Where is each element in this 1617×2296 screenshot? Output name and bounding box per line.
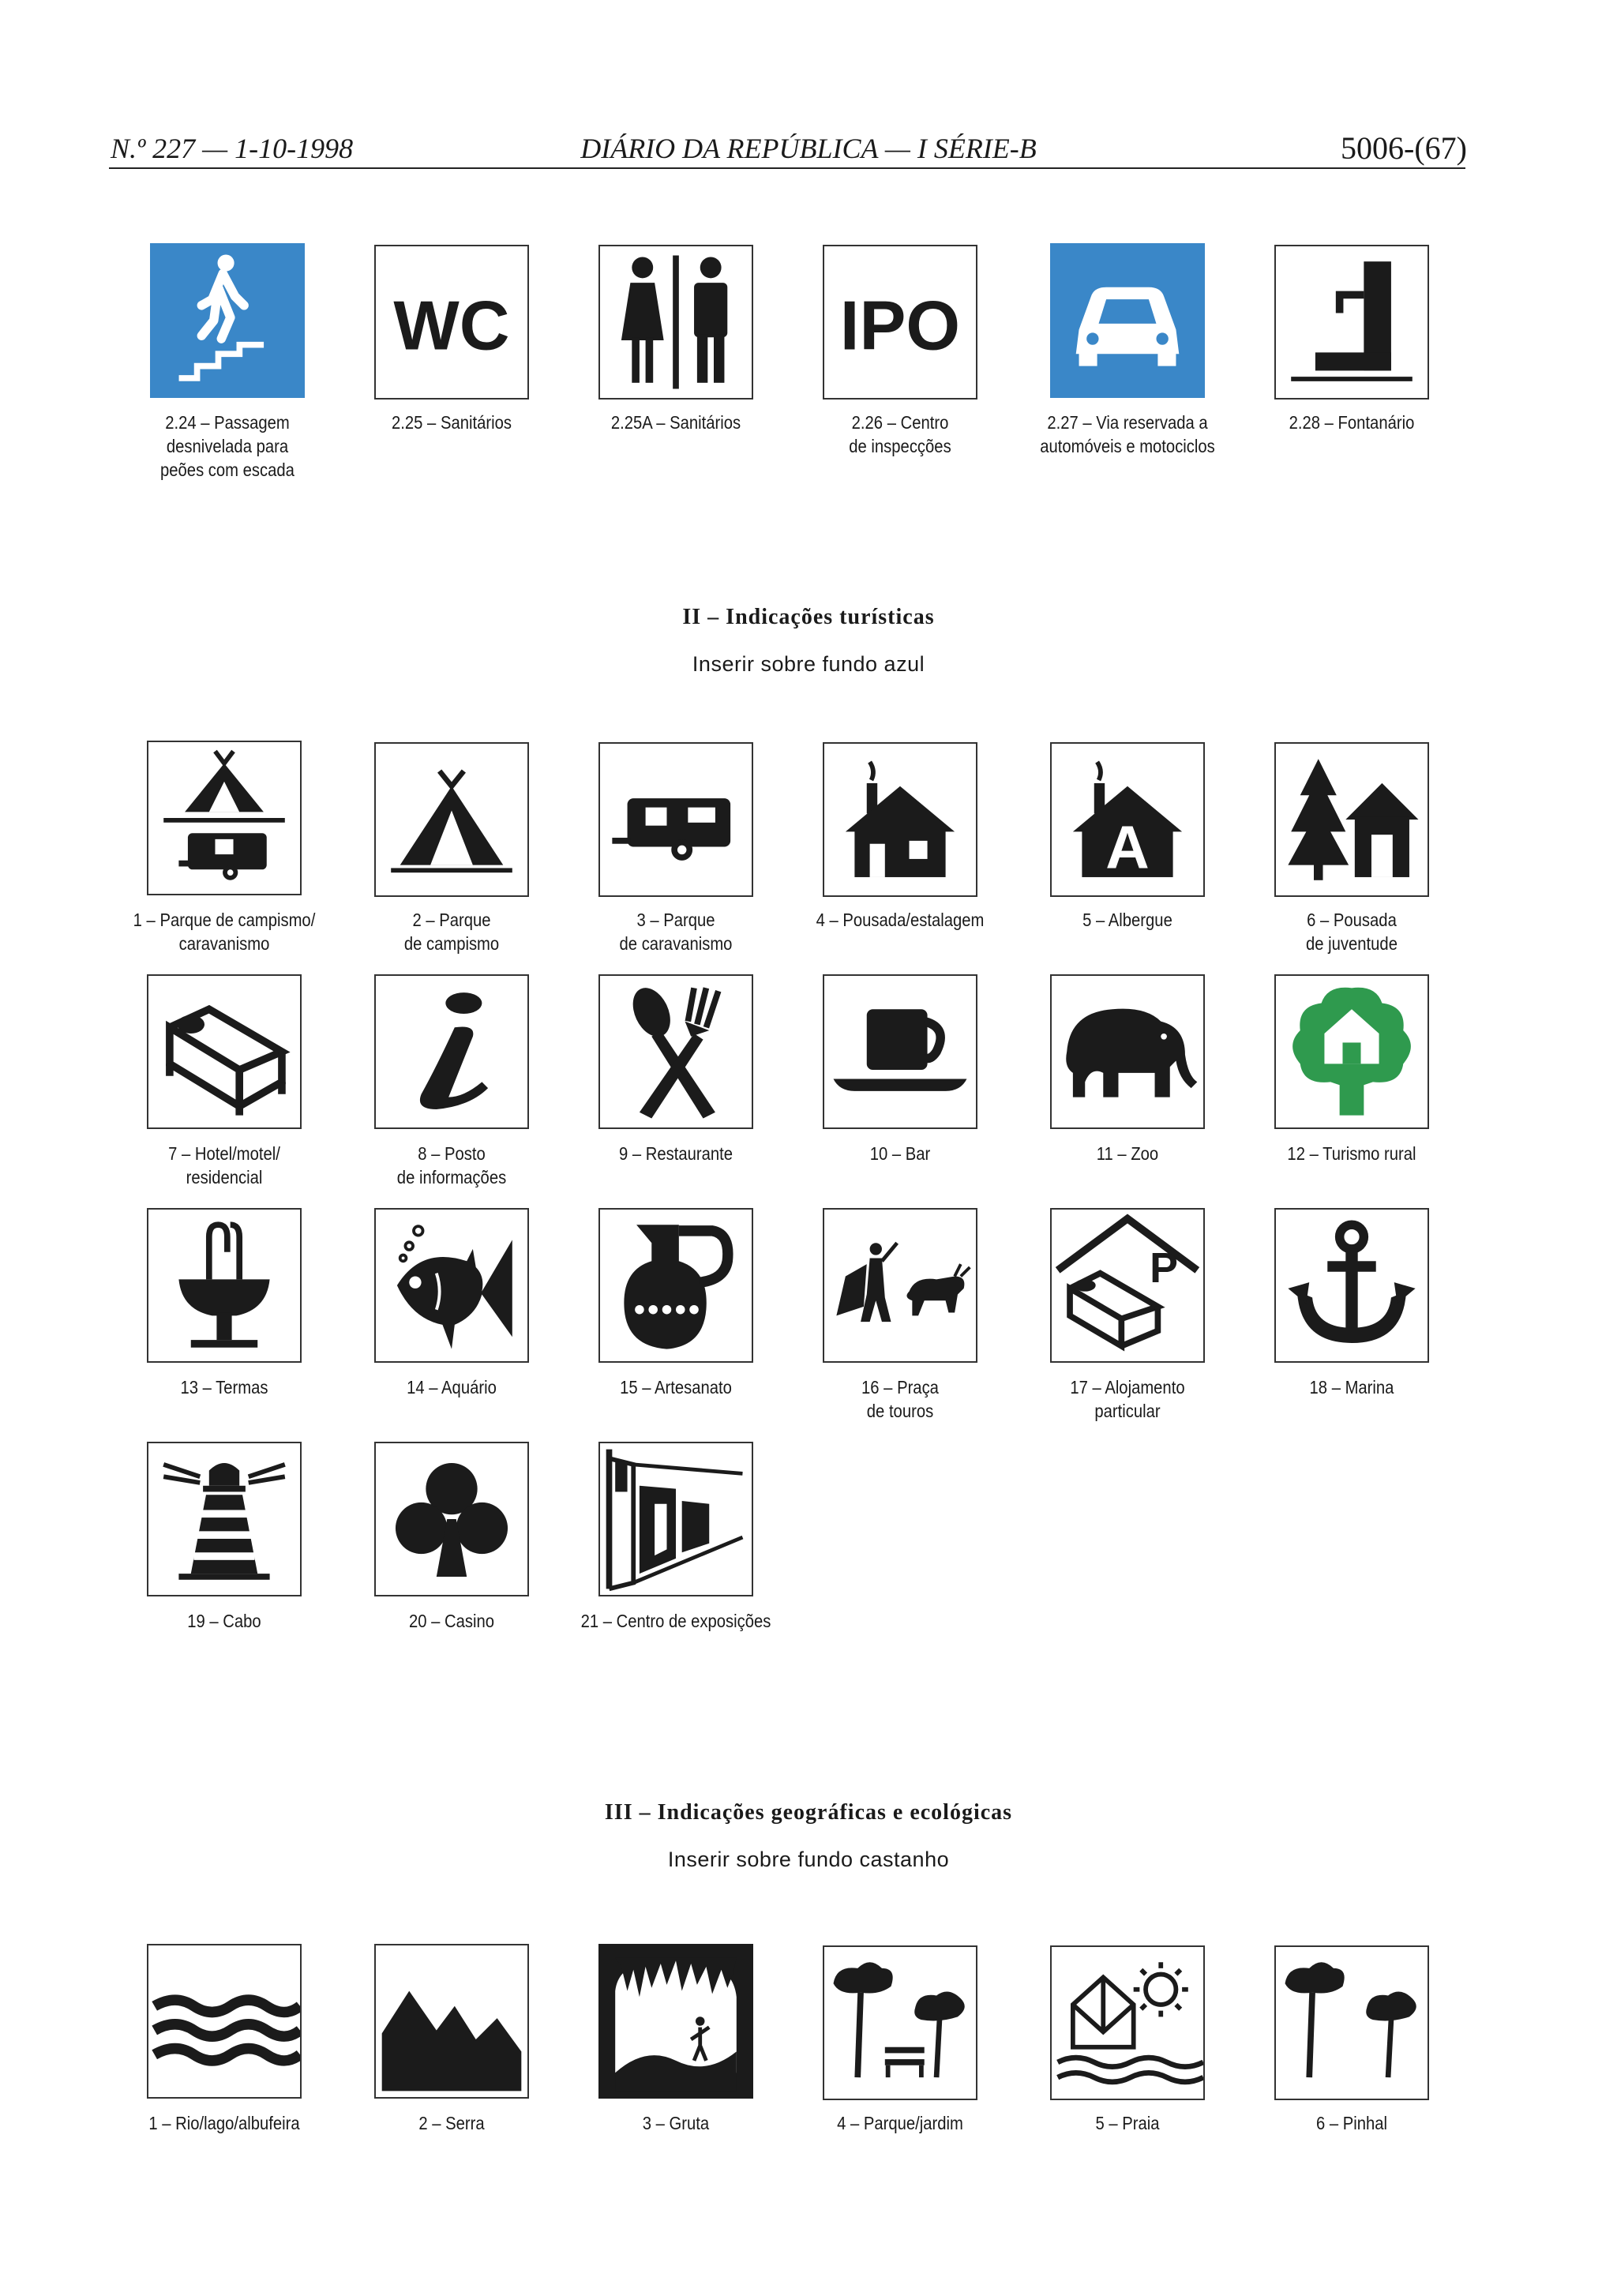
caption-t10: 10 – Bar [869,1143,931,1164]
sign-parque-caravanismo [598,742,753,897]
issue-number: N.º 227 — 1-10-1998 [111,133,354,164]
pine-trees-icon [1276,1947,1428,2099]
sign-albergue [1050,742,1205,897]
sign-centro-exposicoes [598,1442,753,1596]
mountains-icon [376,1945,527,2097]
caption-t16: 16 – Praça de touros [861,1377,939,1421]
pedestrian-stairs-icon [152,245,303,396]
journal-title: DIÁRIO DA REPÚBLICA — I SÉRIE-B [580,133,1037,164]
sign-via-automoveis [1050,243,1205,398]
bullfight-icon [824,1210,976,1361]
ipo-icon [824,246,976,398]
jug-icon [600,1210,752,1361]
caption-t14: 14 – Aquário [407,1377,497,1397]
caption-t17: 17 – Alojamento particular [1070,1377,1185,1421]
caption-g6: 6 – Pinhal [1315,2113,1388,2133]
sign-sanitarios-wc [374,245,529,400]
caption-t20: 20 – Casino [408,1611,495,1631]
sign-parque-campismo [374,742,529,897]
svg-text:P: P [1150,1244,1179,1292]
sign-praia [1050,1945,1205,2100]
sign-parque-jardim [823,1945,977,2100]
green-tree-house-icon [1276,976,1428,1127]
sign-casino [374,1442,529,1596]
fork-spoon-icon [600,976,752,1127]
caption-t11: 11 – Zoo [1096,1143,1159,1164]
hostel-icon [1052,744,1203,895]
lighthouse-icon [148,1443,300,1595]
elephant-icon [1052,976,1203,1127]
sign-pousada-estalagem [823,742,977,897]
cave-icon [600,1945,752,2097]
caption-t5: 5 – Albergue [1082,910,1172,930]
sign-alojamento-particular [1050,1208,1205,1363]
caption-t15: 15 – Artesanato [620,1377,732,1397]
toilets-icon [600,246,752,398]
svg-text:WC: WC [393,286,510,365]
caption-t18: 18 – Marina [1309,1377,1394,1397]
house-chimney-icon [824,744,976,895]
sign-serra [374,1944,529,2099]
information-icon [376,976,527,1127]
sign-gruta [598,1944,753,2099]
park-bench-icon [824,1947,976,2099]
sign-zoo [1050,974,1205,1129]
caption-t4: 4 – Pousada/estalagem [816,910,985,930]
caption-t12: 12 – Turismo rural [1287,1143,1416,1164]
tree-house-icon [1276,744,1428,895]
section-2-subtitle: Inserir sobre fundo azul [692,652,925,676]
caption-t9: 9 – Restaurante [618,1143,733,1164]
section-3-title: III – Indicações geográficas e ecológicas [604,1800,1013,1825]
sign-pinhal [1274,1945,1429,2100]
lodging-icon [1052,1210,1203,1361]
caption-t7: 7 – Hotel/motel/ residencial [168,1143,280,1187]
sign-artesanato [598,1208,753,1363]
club-icon [376,1443,527,1595]
caption-t3: 3 – Parque de caravanismo [619,910,733,954]
sign-turismo-rural [1274,974,1429,1129]
sign-restaurante [598,974,753,1129]
caption-2-25a: 2.25A – Sanitários [610,412,741,433]
caption-2-27: 2.27 – Via reservada a automóveis e motociclos [1040,412,1215,456]
sign-marina [1274,1208,1429,1363]
svg-text:A: A [1105,813,1150,882]
caption-2-26: 2.26 – Centro de inspecções [849,412,951,456]
wc-icon [376,246,527,398]
sign-rio-lago [147,1944,302,2099]
caravan-icon [600,744,752,895]
sign-posto-informacoes [374,974,529,1129]
caption-t1: 1 – Parque de campismo/ caravanismo [133,910,316,954]
cup-icon [824,976,976,1127]
car-icon [1052,245,1203,396]
tent-icon [376,744,527,895]
beach-icon [1052,1947,1203,2099]
sign-passagem-desnivelada [150,243,305,398]
caption-g4: 4 – Parque/jardim [837,2113,963,2133]
sign-termas [147,1208,302,1363]
sign-sanitarios-figures [598,245,753,400]
sign-praca-touros [823,1208,977,1363]
caption-t2: 2 – Parque de campismo [403,910,500,954]
svg-text:IPO: IPO [839,286,961,365]
tent-caravan-icon [148,742,300,894]
sign-pousada-juventude [1274,742,1429,897]
header-rule [109,167,1465,169]
waves-icon [148,1945,300,2097]
caption-t19: 19 – Cabo [187,1611,261,1631]
fountain-tap-icon [1276,246,1428,398]
sign-cabo [147,1442,302,1596]
anchor-icon [1276,1210,1428,1361]
caption-t8: 8 – Posto de informações [396,1143,507,1187]
section-3-subtitle: Inserir sobre fundo castanho [667,1848,950,1871]
caption-g2: 2 – Serra [418,2113,485,2133]
caption-g3: 3 – Gruta [642,2113,710,2133]
caption-g1: 1 – Rio/lago/albufeira [148,2113,300,2133]
sign-aquario [374,1208,529,1363]
sign-parque-campismo-caravanismo [147,741,302,895]
bed-icon [148,976,300,1127]
caption-t21: 21 – Centro de exposições [580,1611,771,1631]
caption-2-24: 2.24 – Passagem desnivelada para peões com escada [160,412,295,480]
caption-g5: 5 – Praia [1095,2113,1160,2133]
caption-t13: 13 – Termas [180,1377,268,1397]
sign-hotel [147,974,302,1129]
sign-bar [823,974,977,1129]
section-2-title: II – Indicações turísticas [682,605,935,629]
page-number: 5006-(67) [1341,130,1467,166]
caption-2-25: 2.25 – Sanitários [392,412,512,433]
fish-icon [376,1210,527,1361]
sign-fontanario [1274,245,1429,400]
sign-centro-inspeccoes [823,245,977,400]
spa-fountain-icon [148,1210,300,1361]
caption-t6: 6 – Pousada de juventude [1306,910,1398,954]
exhibition-icon [600,1443,752,1595]
caption-2-28: 2.28 – Fontanário [1289,412,1415,433]
